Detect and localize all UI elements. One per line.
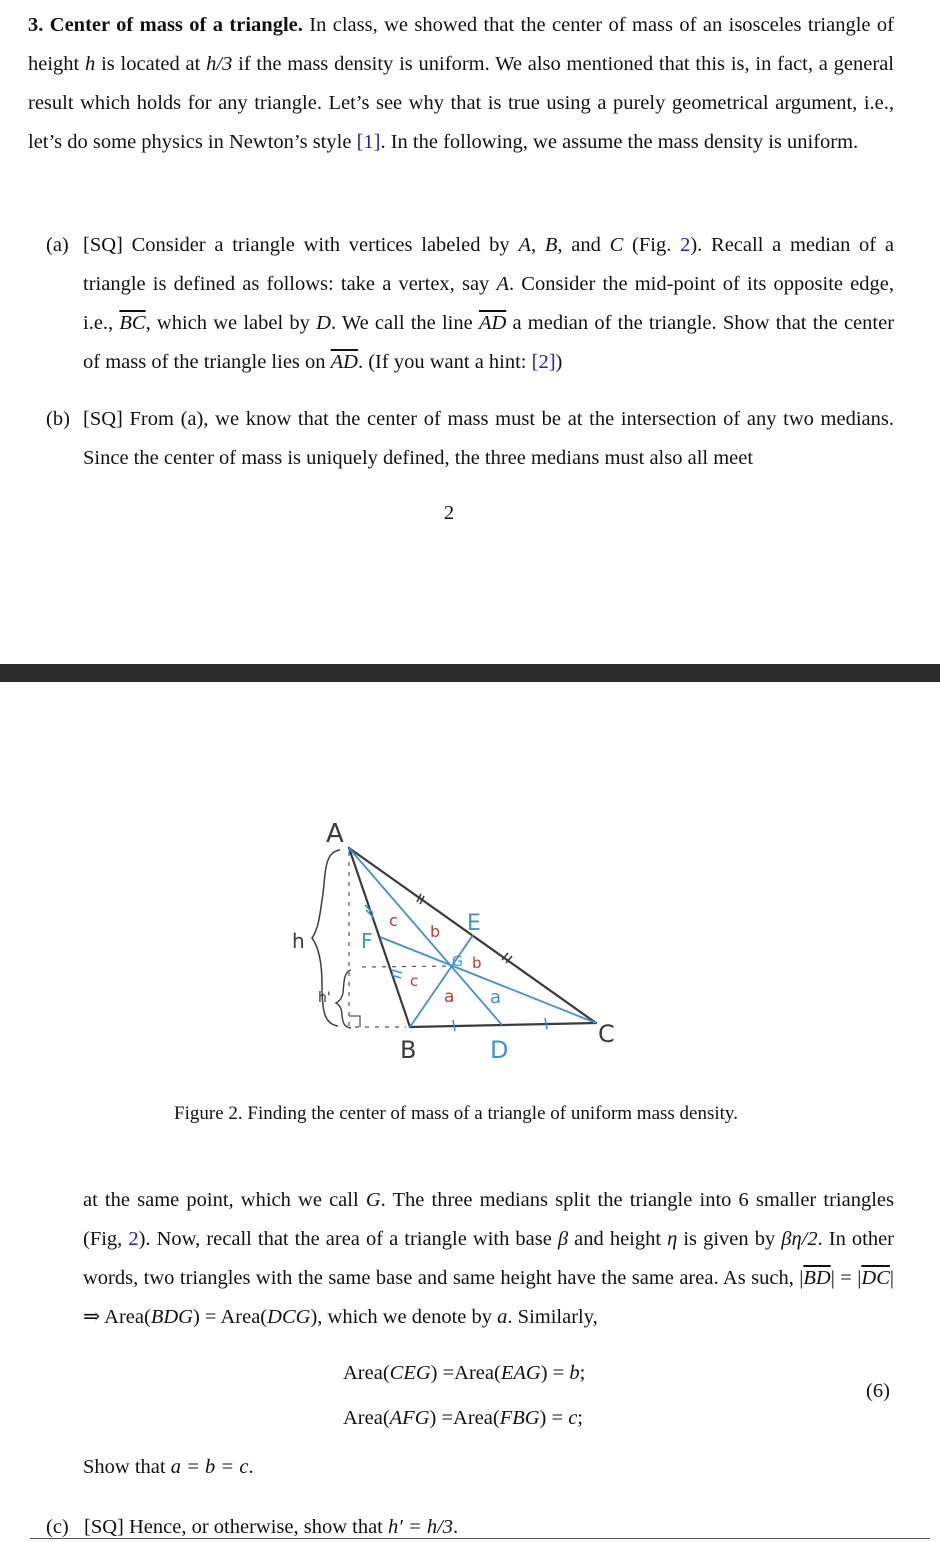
math-C: C [609,234,624,256]
text: ) =Area( [429,1407,500,1429]
intro-text: In class, we showed that the center of mass of an isosceles triangle of height [28,14,894,75]
page-number: 2 [443,502,455,524]
text: . (If you want a hint: [357,351,532,373]
tick-mark [545,1018,547,1029]
part-a-label: (a) [46,234,69,256]
label-D: D [490,1036,509,1064]
math-CEG: CEG [389,1362,431,1384]
text: ). Recall a median of a triangle is defined as follows: take a vertex, say [83,234,894,295]
math-EAG: EAG [500,1362,541,1384]
problem-intro [28,6,894,162]
area-label-b: b [430,922,441,941]
text: is given by [677,1228,782,1250]
label-h-prime: h' [318,990,331,1006]
text: ). Now, recall that the area of a triangle with base [138,1228,558,1250]
math-AFG: AFG [389,1407,430,1429]
triangle-figure [270,800,640,1070]
text: , [530,234,545,256]
text: a median of the triangle. Show that the center of mass of the triangle lies on [83,312,895,373]
math-G: G [365,1189,381,1211]
part-a-text [83,226,894,382]
text: Area( [343,1407,390,1429]
part-b-continuation [83,1181,894,1337]
math-DCG: DCG [267,1306,311,1328]
math-segment-AD: $\overline{AD}$ [330,351,358,373]
part-c-label: (c) [46,1516,69,1538]
area-label-a: a [444,987,455,1007]
text: , which we label by [145,312,317,334]
text: | = | [830,1267,862,1289]
math-h: h [85,53,96,75]
equation-line-1 [343,1358,585,1388]
part-b-label: (b) [46,408,70,430]
math-area-formula: βη/2 [781,1228,818,1250]
area-label-c: c [389,911,398,930]
math-D: D [316,312,331,334]
math-segment-DC: $\overline{DC}$ [861,1267,890,1289]
area-label-c: c [410,972,419,990]
text: . Similarly, [507,1306,598,1328]
math-FBG: FBG [499,1407,540,1429]
math-a: a [497,1306,508,1328]
text: ) = [539,1407,569,1429]
part-b [46,400,894,478]
figure-caption: Figure 2. Finding the center of mass of a triangle of uniform mass density. [174,1103,738,1124]
label-C: C [598,1020,615,1048]
text: ; [579,1362,586,1384]
text: . Consider the mid-point of its opposite edge, i.e., [83,273,894,334]
math-beta: β [557,1228,569,1250]
text: . In other words, two triangles with the same base and same height have the same area. As such, | [83,1228,895,1289]
part-b-text: [SQ] From (a), we know that the center of mass must be at the intersection of any two medians. Since the center of mass is uniquely defined, the three medians must also all meet [83,408,894,469]
math-h-over-3: h/3 [206,53,233,75]
area-label-a: a [490,987,502,1008]
text: ; [577,1407,583,1429]
label-G: G [452,954,463,970]
label-E: E [467,911,481,936]
tick-mark [453,1020,455,1031]
equation-number: (6) [866,1380,890,1402]
math-segment-BC: $\overline{BC}$ [119,312,146,334]
text: [SQ] Consider a triangle with vertices labeled by [83,234,519,256]
text: . [248,1456,254,1478]
brace-h-prime [336,970,351,1028]
page-break-bar [0,664,940,682]
text: Area( [343,1362,390,1384]
label-B: B [400,1036,417,1064]
figure-link[interactable]: 2 [128,1228,139,1250]
math-b: b [569,1362,580,1384]
text: ) =Area( [430,1362,501,1384]
math-segment-BD: $\overline{BD}$ [803,1267,831,1289]
reference-link-1[interactable]: [1] [356,131,381,153]
part-a [46,226,894,382]
triangle-side-BC [410,1023,596,1027]
math-eta: η [667,1228,678,1250]
show-statement [83,1456,254,1479]
intro-text: is located at [95,53,207,75]
text: ) = [540,1362,570,1384]
triangle-side-AB [349,848,410,1027]
text: ) = Area( [192,1306,268,1328]
math-a-b-c: a = b = c [170,1456,249,1478]
text: . We call the line [330,312,479,334]
problem-title: Center of mass of a triangle. [49,14,303,36]
math-c: c [568,1407,578,1429]
problem-number: 3. [28,14,44,36]
text: Show that [83,1456,171,1478]
text: . The three medians split the triangle into 6 smaller triangles (Fig, [83,1189,894,1250]
text: at the same point, which we call [83,1189,366,1211]
math-h-prime: h′ = h/3 [388,1516,454,1538]
right-angle-mark [349,1016,360,1027]
intro-text: . In the following, we assume the mass density is uniform. [380,131,859,153]
text: . [453,1516,459,1538]
text: and height [568,1228,668,1250]
tick-mark [392,970,402,973]
math-A: A [518,234,531,256]
reference-link-2[interactable]: [2] [531,351,556,373]
horizontal-dashed-line [362,966,452,967]
math-segment-AD: $\overline{AD}$ [478,312,507,334]
label-F: F [361,929,373,953]
label-h: h [292,929,305,953]
area-label-b: b [472,954,482,972]
text: ), which we denote by [310,1306,498,1328]
text: | ⇒ Area( [83,1267,894,1328]
math-A: A [496,273,510,295]
figure-link[interactable]: 2 [680,234,691,256]
label-A: A [326,819,344,849]
text: ) [555,351,563,373]
page-bottom-rule [30,1538,930,1539]
intro-text: if the mass density is uniform. We also mentioned that this is, in fact, a general result which holds for any triangle. Let’s see why that is true using a purely geometrical argument, i.e., let’s do some physics in Newton’s style [28,53,894,153]
math-BDG: BDG [150,1306,193,1328]
text: , and [557,234,610,256]
text: [SQ] Hence, or otherwise, show that [84,1516,389,1538]
equation-line-2 [343,1403,583,1433]
text: (Fig. [623,234,681,256]
math-B: B [544,234,558,256]
